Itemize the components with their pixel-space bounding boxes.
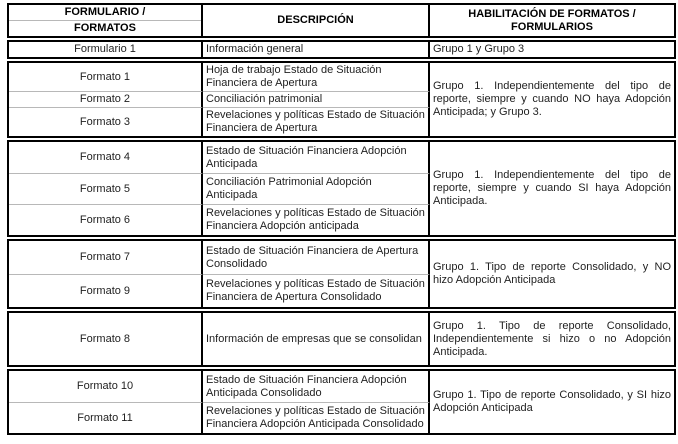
- formato-cell: Formulario 1: [9, 42, 203, 57]
- formato-cell: Formato 10: [9, 371, 203, 402]
- descripcion-cell: Estado de Situación Financiera de Apertura Consolidado: [203, 241, 430, 274]
- formato-cell: Formato 8: [9, 313, 203, 365]
- header-cell-habilitacion: HABILITACIÓN DE FORMATOS / FORMULARIOS: [468, 7, 636, 33]
- habilitacion-cell: Grupo 1 y Grupo 3: [433, 43, 525, 55]
- descripcion-cell: Hoja de trabajo Estado de Situación Financiera de Apertura: [203, 63, 430, 91]
- descripcion-cell: Información general: [203, 42, 430, 57]
- table-block: [7, 140, 676, 237]
- habilitacion-cell: Grupo 1. Tipo de reporte Consolidado, Independientemente si hizo o no Adopción Anticipada.: [433, 319, 671, 358]
- descripcion-cell: Revelaciones y políticas Estado de Situación Financiera de Apertura Consolidado: [203, 274, 430, 307]
- descripcion-cell: Conciliación Patrimonial Adopción Anticipada: [203, 173, 430, 204]
- descripcion-cell: Revelaciones y políticas Estado de Situación Financiera Adopción anticipada: [203, 204, 430, 235]
- table-block: [7, 61, 676, 138]
- header-formatos-line: FORMATOS: [9, 20, 201, 36]
- formato-cell: Formato 5: [9, 173, 203, 204]
- habilitacion-cell: Grupo 1. Tipo de reporte Consolidado, y SI hizo Adopción Anticipada: [433, 389, 671, 414]
- descripcion-cell: Conciliación patrimonial: [203, 91, 430, 107]
- table-body: [7, 40, 676, 435]
- header-formulario-line: FORMULARIO /: [64, 6, 146, 18]
- formato-cell: Formato 3: [9, 107, 203, 136]
- header-cell-descripcion: DESCRIPCIÓN: [203, 5, 430, 36]
- habilitacion-cell: Grupo 1. Independientemente del tipo de reporte, siempre y cuando NO haya Adopción Anticipada; y Grupo 3.: [433, 80, 671, 118]
- formato-cell: Formato 1: [9, 63, 203, 91]
- table-block: [7, 239, 676, 309]
- descripcion-cell: Revelaciones y políticas Estado de Situación Financiera Adopción Anticipada Consolidado: [203, 402, 430, 433]
- formato-cell: Formato 4: [9, 142, 203, 173]
- formato-cell: Formato 6: [9, 204, 203, 235]
- formato-cell: Formato 9: [9, 274, 203, 307]
- formato-cell: Formato 7: [9, 241, 203, 274]
- descripcion-cell: Información de empresas que se consolidan: [203, 313, 430, 365]
- formato-cell: Formato 11: [9, 402, 203, 433]
- header-cell-formulario-formatos: [9, 5, 203, 36]
- table-block: [7, 40, 676, 59]
- descripcion-cell: Estado de Situación Financiera Adopción Anticipada: [203, 142, 430, 173]
- descripcion-cell: Revelaciones y políticas Estado de Situación Financiera de Apertura: [203, 107, 430, 136]
- table-block: [7, 369, 676, 435]
- habilitacion-cell: Grupo 1. Independientemente del tipo de reporte, siempre y cuando SI haya Adopción Anticipada.: [433, 169, 671, 207]
- table-header-row: [7, 3, 676, 38]
- table-block: [7, 311, 676, 367]
- habilitacion-cell: Grupo 1. Tipo de reporte Consolidado, y NO hizo Adopción Anticipada: [433, 261, 671, 286]
- descripcion-cell: Estado de Situación Financiera Adopción Anticipada Consolidado: [203, 371, 430, 402]
- formato-cell: Formato 2: [9, 91, 203, 107]
